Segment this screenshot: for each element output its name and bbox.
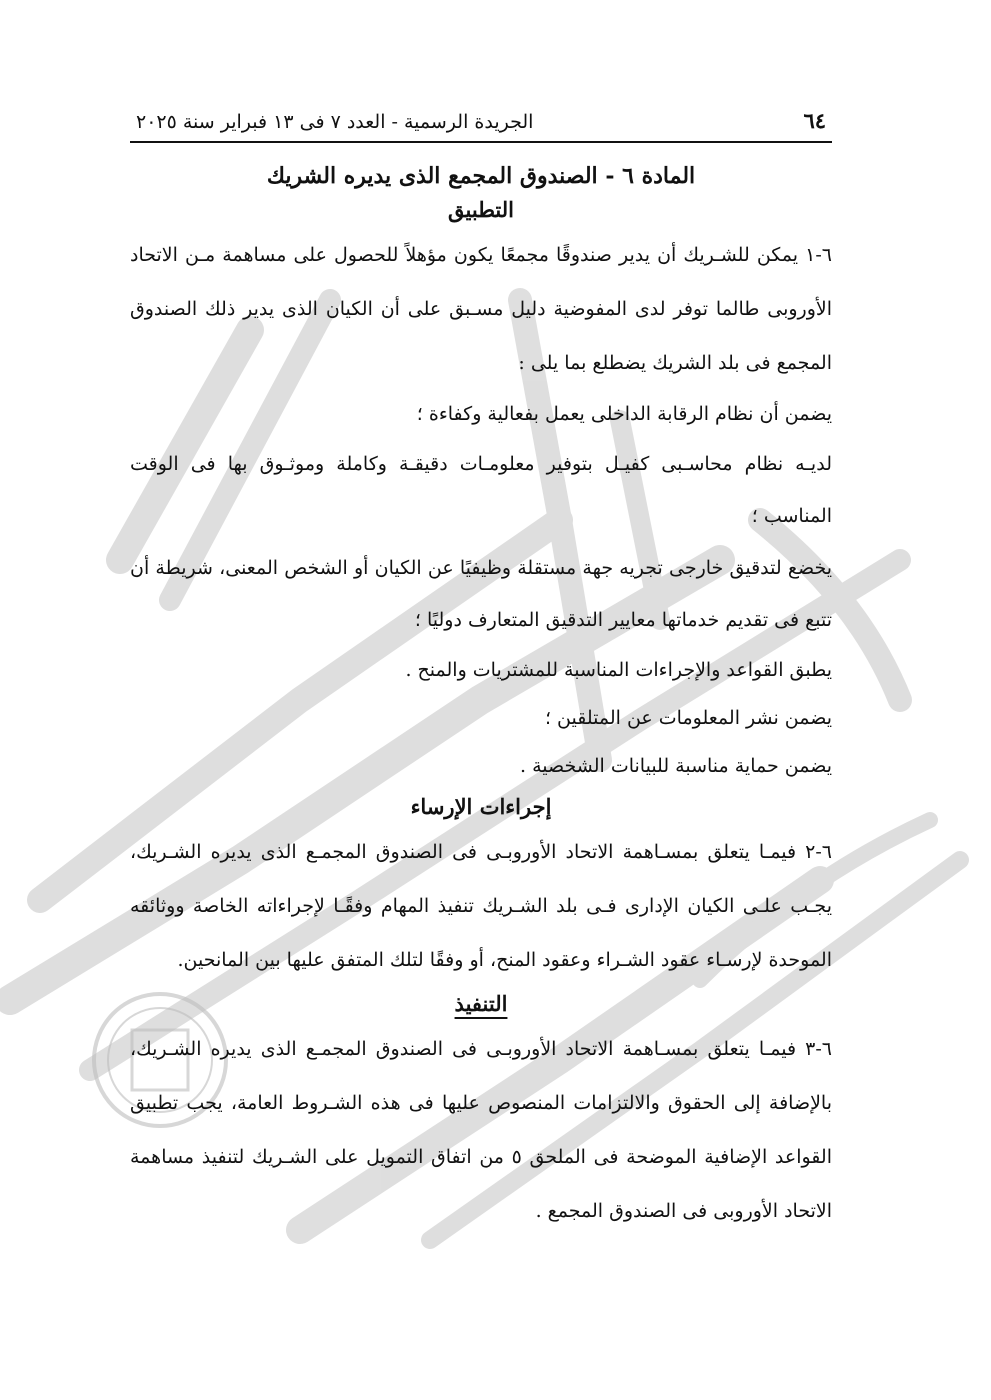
section-heading-implementation: التنفيذ	[454, 991, 508, 1016]
document-page	[130, 100, 832, 1238]
article-title: المادة ٦ - الصندوق المجمع الذى يديره الشريك	[266, 163, 696, 189]
list-item: يضمن حماية مناسبة للبيانات الشخصية .	[520, 755, 832, 777]
list-item: يطبق القواعد والإجراءات المناسبة للمشتريات والمنح .	[405, 659, 832, 681]
list-item: لديـه نظام محاسـبى كفيـل بتوفير معلومـات دقيقـة وكاملة وموثـوق بها فى الوقت المناسب ؛	[130, 453, 832, 527]
paragraph-6-3: ٦-٣ فيمـا يتعلق بمسـاهمة الاتحاد الأوروبـى فى الصندوق المجمـع الذى يديره الشـريك، بالإضافة إلى الحقوق والالتزامات المنصوص عليها فى هذه الشـروط العامة، يجب تطبيق القواعد الإضافية الموضحة فى الملحق ٥ من اتفاق التمويل على الشـريك لتنفيذ مساهمة الاتحاد الأوروبى فى الصندوق المجمع .	[130, 1038, 832, 1222]
section-heading-application: التطبيق	[448, 197, 514, 222]
publication-line: الجريدة الرسمية - العدد ٧ فى ١٣ فبراير سنة ٢٠٢٥	[136, 111, 534, 133]
page-number: ٦٤	[803, 108, 826, 133]
paragraph-6-1: ٦-١ يمكن للشـريك أن يدير صندوقًا مجمعًا يكون مؤهلاً للحصول على مساهمة مـن الاتحاد الأوروبى طالما توفر لدى المفوضية دليل مسـبق على أن الكيان الذى يدير ذلك الصندوق المجمع فى بلد الشريك يضطلع بما يلى :	[130, 244, 832, 374]
list-item: يضمن أن نظام الرقابة الداخلى يعمل بفعالية وكفاءة ؛	[416, 403, 832, 425]
conditions-list	[130, 390, 832, 790]
running-header	[130, 100, 832, 143]
section-heading-award-procedures: إجراءات الإرساء	[410, 794, 552, 819]
list-item: يضمن نشر المعلومات عن المتلقين ؛	[544, 707, 832, 729]
paragraph-6-2: ٦-٢ فيمـا يتعلق بمسـاهمة الاتحاد الأوروبـى فى الصندوق المجمـع الذى يديره الشـريك، يجـب علـى الكيان الإدارى فـى بلد الشـريك تنفيذ المهام وفقًـا لإجراءاته الخاصة ووثائقه الموحدة لإرسـاء عقود الشـراء وعقود المنح، أو وفقًا لتلك المتفق عليها بين المانحين.	[130, 841, 832, 971]
list-item: يخضع لتدقيق خارجى تجريه جهة مستقلة وظيفيًا عن الكيان أو الشخص المعنى، شريطة أن تتبع فى تقديم خدماتها معايير التدقيق المتعارف دوليًا ؛	[130, 557, 832, 631]
